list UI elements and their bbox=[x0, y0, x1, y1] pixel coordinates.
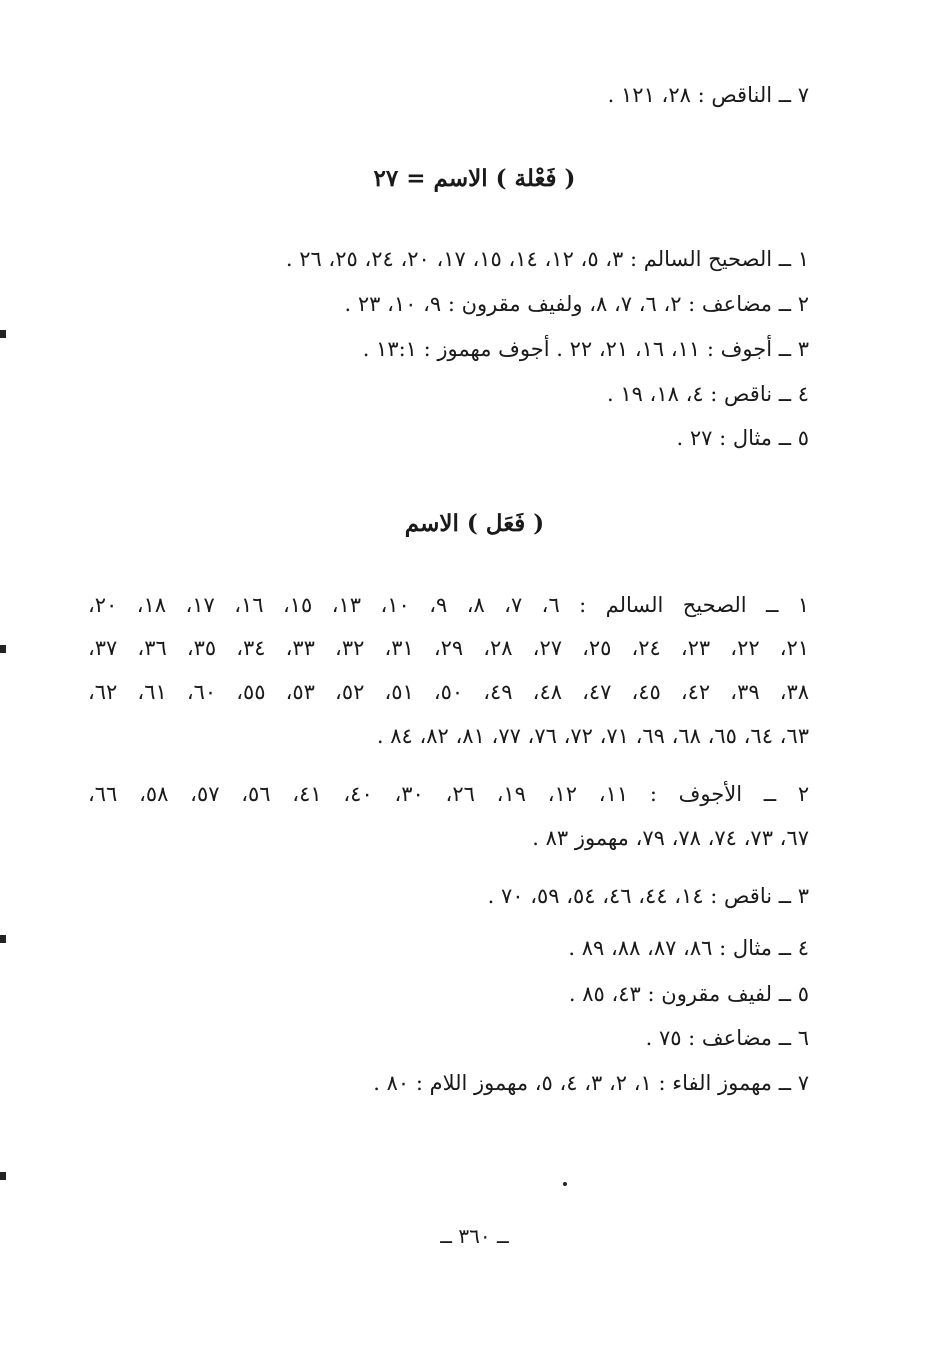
text-line: ٤ ــ ناقص : ٤، ١٨، ١٩ . bbox=[606, 382, 809, 406]
section-heading: ( فَعَل ) الاسم bbox=[404, 510, 545, 537]
text-line: ٣ ــ ناقص : ١٤، ٤٤، ٤٦، ٥٤، ٥٩، ٧٠ . bbox=[487, 884, 809, 908]
text-line: ٧ ــ مهموز الفاء : ١، ٢، ٣، ٤، ٥، مهموز اللام : ٨٠ . bbox=[373, 1071, 809, 1095]
page-number: ــ ٣٦٠ ــ bbox=[440, 1224, 509, 1248]
text-line: ٧ ــ الناقص : ٢٨، ١٢١ . bbox=[607, 83, 809, 107]
section-heading: ( فَعْلة ) الاسم = ٢٧ bbox=[373, 165, 576, 192]
text-line: ٦٧، ٧٣، ٧٤، ٧٨، ٧٩، مهموز ٨٣ . bbox=[532, 826, 809, 850]
scan-speck bbox=[563, 1182, 567, 1186]
text-line: ٢ ــ مضاعف : ٢، ٦، ٧، ٨، ولفيف مقرون : ٩، ١٠، ٢٣ . bbox=[344, 292, 809, 316]
text-line: ٦٣، ٦٤، ٦٥، ٦٨، ٦٩، ٧١، ٧٢، ٧٦، ٧٧، ٨١، ٨٢، ٨٤ . bbox=[376, 724, 809, 748]
text-line: ٤ ــ مثال : ٨٦، ٨٧، ٨٨، ٨٩ . bbox=[568, 936, 809, 960]
text-line: ١ ــ الصحيح السالم : ٣، ٥، ١٢، ١٤، ١٥، ١٧، ٢٠، ٢٤، ٢٥، ٢٦ . bbox=[285, 247, 809, 271]
text-line: ١ ــ الصحيح السالم : ٦، ٧، ٨، ٩، ١٠، ١٣، ١٥، ١٦، ١٧، ١٨، ٢٠، bbox=[88, 593, 810, 617]
scan-mark bbox=[0, 645, 6, 653]
text-line: ٣٨، ٣٩، ٤٢، ٤٥، ٤٧، ٤٨، ٤٩، ٥٠، ٥١، ٥٢، ٥٣، ٥٥، ٦٠، ٦١، ٦٢، bbox=[88, 680, 810, 704]
scan-mark bbox=[0, 1172, 6, 1180]
text-line: ٦ ــ مضاعف : ٧٥ . bbox=[645, 1026, 809, 1050]
text-line: ٢١، ٢٢، ٢٣، ٢٤، ٢٥، ٢٧، ٢٨، ٢٩، ٣١، ٣٢، ٣٣، ٣٤، ٣٥، ٣٦، ٣٧، bbox=[88, 636, 810, 660]
text-line: ٣ ــ أجوف : ١١، ١٦، ٢١، ٢٢ . أجوف مهموز : ١٣:١ . bbox=[362, 337, 809, 361]
text-line: ٢ ــ الأجوف : ١١، ١٢، ١٩، ٢٦، ٣٠، ٤٠، ٤١، ٥٦، ٥٧، ٥٨، ٦٦، bbox=[88, 782, 810, 806]
text-line: ٥ ــ مثال : ٢٧ . bbox=[676, 426, 809, 450]
text-line: ٥ ــ لفيف مقرون : ٤٣، ٨٥ . bbox=[568, 982, 809, 1006]
scan-mark bbox=[0, 935, 6, 943]
scan-mark bbox=[0, 330, 6, 338]
